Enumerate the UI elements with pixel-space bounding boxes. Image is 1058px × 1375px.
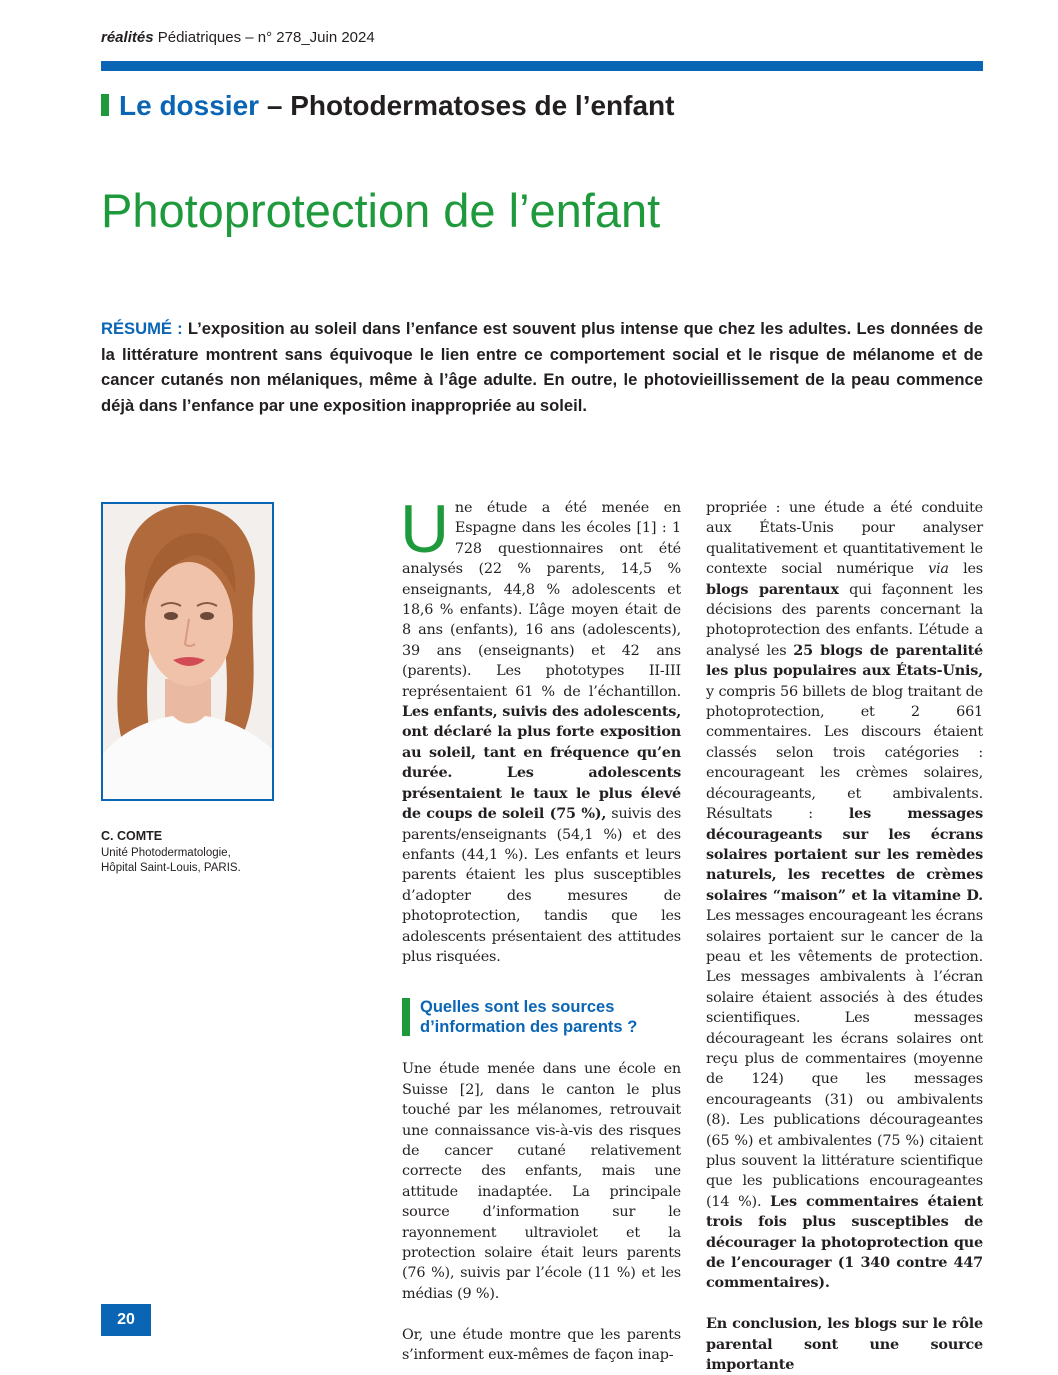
heading-marker (402, 998, 410, 1036)
journal-brand: réalités (101, 29, 154, 46)
paragraph (706, 498, 983, 1294)
author-affiliation (101, 846, 301, 876)
paragraph: En conclusion, les blogs sur le rôle parental sont une source importante (706, 1315, 983, 1374)
paragraph (400, 491, 681, 967)
text-run: suivis des parents/enseignants (54,1 %) et des enfants (44,1 %). Les enfants et leurs parents étaient les plus susceptibles d’adopter des mesures de photoprotection, tandis que les adolescents présentaient des attitudes plus risquées. (402, 806, 681, 965)
journal-header (101, 29, 375, 46)
section-kicker (101, 90, 674, 122)
text-run: qui façonnent les décisions des parents concernant la photoprotection des enfants. L’étude a analysé les (706, 581, 983, 659)
author-name: C. COMTE (101, 829, 163, 843)
drop-cap: U (400, 491, 449, 567)
abstract-label: RÉSUMÉ : (101, 319, 183, 338)
text-run-bold: blogs parentaux (706, 580, 839, 598)
heading-line: d’information des parents ? (420, 1018, 638, 1037)
body-column-2 (706, 498, 983, 1375)
text-run-bold: 25 blogs de parentalité les plus populaires aux États-Unis, (706, 641, 983, 680)
header-rule (101, 61, 983, 71)
text-run: Les messages encourageant les écrans solaires portaient sur le cancer de la peau et les vêtements de protection. Les messages ambivalents à l’écran solaire étaient associés à des études scientifiques. Les messages décourageant les écrans solaires ont reçu plus de commentaires (moyenne de 124) que les messages encourageants (31) ou ambivalents (8). Les publications décourageantes (65 %) et ambivalentes (75 %) citaient plus souvent la littérature scientifique que les publications encourageantes (14 %). (706, 908, 983, 1210)
author-photo (101, 502, 274, 801)
author-affiliation-unit: Unité Photodermatologie, (101, 847, 231, 859)
text-run-bold: les messages décourageants sur les écrans solaires portaient sur les remèdes naturels, les recettes de crèmes solaires “maison” et la vitamine D. (706, 805, 983, 904)
text-run-bold: Les enfants, suivis des adolescents, ont déclaré la plus forte exposition au soleil, tant en fréquence qu’en durée. Les adolescents présentaient le taux le plus élevé de coups de soleil (75 %), (402, 703, 681, 823)
abstract-text: L’exposition au soleil dans l’enfance est souvent plus intense que chez les adultes. Les données de la littérature montrent sans équivoque le lien entre ce comportement social et le risque de mélanome et de cancer cutanés non mélaniques, même à l’âge adulte. En outre, le photovieillissement de la peau commence déjà dans l’enfance par une exposition inappropriée au soleil. (101, 319, 983, 415)
paragraph: Or, une étude montre que les parents s’informent eux-mêmes de façon inap- (402, 1326, 681, 1364)
article-title: Photoprotection de l’enfant (101, 184, 661, 237)
text-run-italic: via (928, 561, 949, 578)
section-heading (402, 997, 681, 1037)
body-column-1 (400, 491, 681, 1365)
text-run: y compris 56 billets de blog traitant de photoprotection, et 2 661 commentaires. Les discours étaient classés selon trois catégories : encourageant les crèmes solaires, décourageants, et ambivalents. Résultats : (706, 683, 983, 823)
text-run: les (948, 561, 983, 578)
journal-issue: Pédiatriques – n° 278_Juin 2024 (157, 29, 375, 46)
kicker-topic: – Photodermatoses de l’enfant (266, 90, 675, 121)
kicker-section: Le dossier (119, 90, 260, 121)
text-run-bold: Les commentaires étaient trois fois plus susceptibles de décourager la photoprotection que de l’encourager (1 340 contre 447 commentaires). (706, 1192, 984, 1292)
text-run: ne étude a été menée en Espagne dans les écoles [1] : 1 728 questionnaires ont été analysés (22 % parents, 14,5 % enseignants, 44,8 % adolescents et 18,6 % enfants). L’âge moyen était de 8 ans (enfants), 16 ans (adolescents), 39 ans (enseignants) et 42 ans (parents). Les phototypes II-III représentaient 61 % de l’échantillon. (402, 500, 681, 700)
heading-line: Quelles sont les sources (420, 998, 615, 1017)
author-affiliation-hospital: Hôpital Saint-Louis, PARIS. (101, 862, 241, 874)
text-run: propriée : une étude a été conduite aux États-Unis pour analyser qualitativement et quantitativement le contexte social numérique (706, 500, 983, 578)
abstract (101, 316, 983, 418)
author-portrait-illustration (103, 504, 272, 799)
paragraph: Une étude menée dans une école en Suisse [2], dans le canton le plus touché par les mélanomes, retrouvait une connaissance vis-à-vis des risques de cancer cutané relativement correcte des enfants, mais une attitude inadaptée. La principale source d’information sur le rayonnement ultraviolet et la protection solaire était leurs parents (76 %), suivis par l’école (11 %) et les médias (9 %). (402, 1061, 681, 1302)
page-number: 20 (101, 1304, 151, 1336)
kicker-marker (101, 94, 109, 116)
